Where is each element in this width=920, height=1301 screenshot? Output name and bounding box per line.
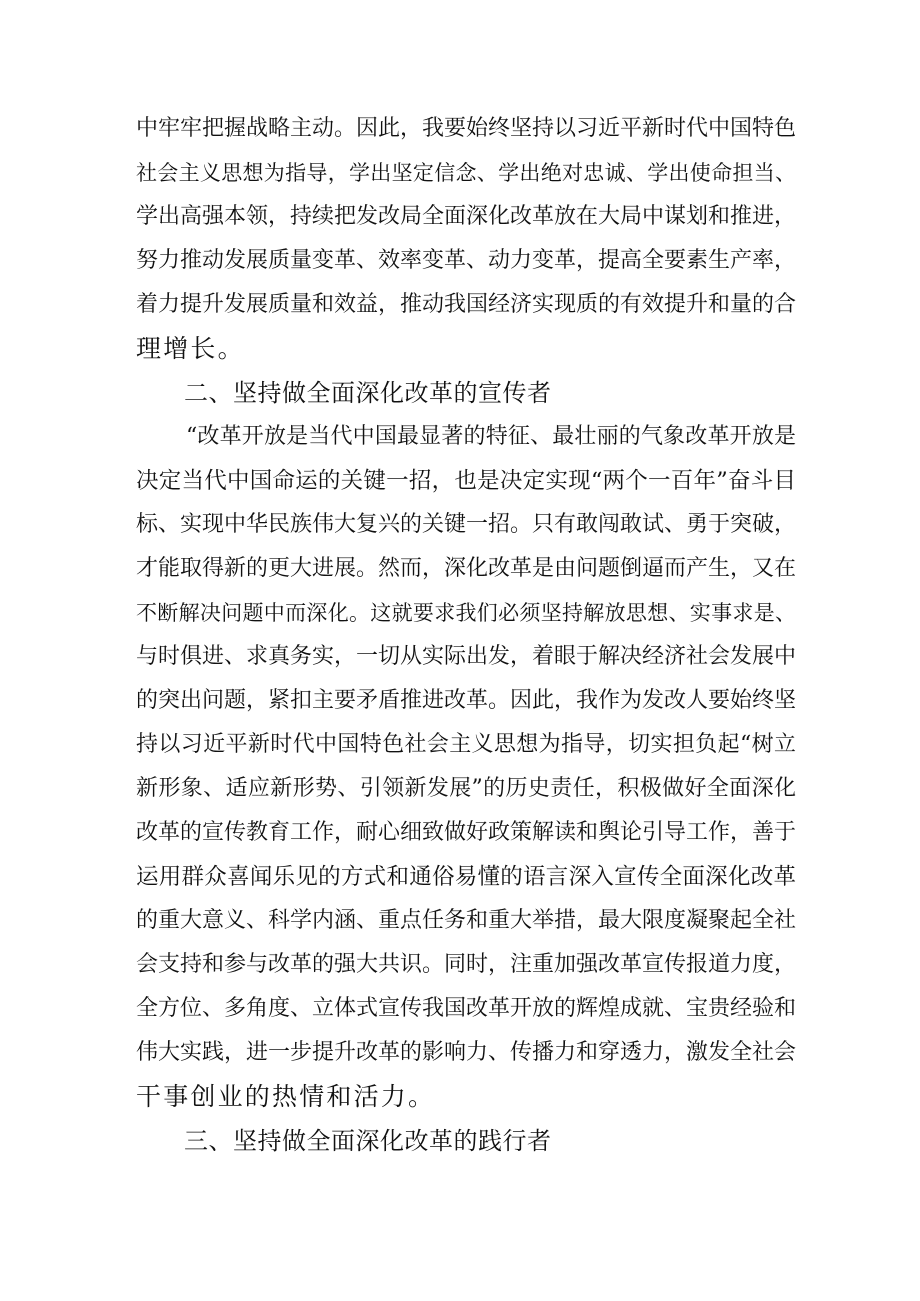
paragraph-2-line-9: 新形象、适应新形势、引领新发展”的历史责任，积极做好全面深化 — [136, 776, 796, 801]
paragraph-1-line-4: 努力推动发展质量变革、效率变革、动力变革，提高全要素生产率， — [136, 248, 797, 273]
paragraph-2-line-10: 改革的宣传教育工作，耐心细致做好政策解读和舆论引导工作，善于 — [136, 820, 797, 845]
paragraph-2-line-13: 会支持和参与改革的强大共识。同时，注重加强改革宣传报道力度， — [136, 952, 797, 977]
paragraph-2-line-12: 的重大意义、科学内涵、重点任务和重大举措，最大限度凝聚起全社 — [136, 908, 797, 933]
paragraph-1-line-2: 社会主义思想为指导，学出坚定信念、学出绝对忠诚、学出使命担当、 — [136, 161, 796, 185]
paragraph-2-line-4: 才能取得新的更大进展。然而，深化改革是由问题倒逼而产生，又在 — [136, 556, 797, 581]
paragraph-2-line-15: 伟大实践，进一步提升改革的影响力、传播力和穿透力，激发全社会 — [136, 1040, 797, 1065]
paragraph-2-line-5: 不断解决问题中而深化。这就要求我们必须坚持解放思想、实事求是、 — [136, 601, 796, 625]
paragraph-1-line-1: 中牢牢把握战略主动。因此，我要始终坚持以习近平新时代中国特色 — [136, 116, 797, 141]
paragraph-2-line-3: 标、实现中华民族伟大复兴的关键一招。只有敢闯敢试、勇于突破， — [136, 512, 797, 537]
paragraph-2-line-7: 的突出问题，紧扣主要矛盾推进改革。因此，我作为发改人要始终坚 — [136, 688, 797, 713]
section-heading-2: 二、坚持做全面深化改革的宣传者 — [184, 379, 552, 407]
paragraph-2-line-16: 干事创业的热情和活力。 — [136, 1082, 436, 1111]
paragraph-1-line-3: 学出高强本领，持续把发改局全面深化改革放在大局中谋划和推进， — [136, 204, 797, 229]
paragraph-2-line-14: 全方位、多角度、立体式宣传我国改革开放的辉煌成就、宝贵经验和 — [136, 996, 797, 1021]
section-heading-3: 三、坚持做全面深化改革的践行者 — [184, 1127, 552, 1155]
paragraph-2-line-6: 与时俱进、求真务实，一切从实际出发，着眼于解决经济社会发展中 — [136, 644, 797, 669]
paragraph-2-line-1: “改革开放是当代中国最显著的特征、最壮丽的气象改革开放是 — [186, 424, 796, 449]
paragraph-1-line-6: 理增长。 — [136, 334, 245, 363]
paragraph-2-line-8: 持以习近平新时代中国特色社会主义思想为指导，切实担负起“树立 — [136, 732, 796, 757]
paragraph-1-line-5: 着力提升发展质量和效益，推动我国经济实现质的有效提升和量的合 — [136, 292, 797, 317]
paragraph-2-line-2: 决定当代中国命运的关键一招，也是决定实现“两个一百年”奋斗目 — [136, 468, 796, 494]
paragraph-2-line-11: 运用群众喜闻乐见的方式和通俗易懂的语言深入宣传全面深化改革 — [136, 864, 796, 890]
